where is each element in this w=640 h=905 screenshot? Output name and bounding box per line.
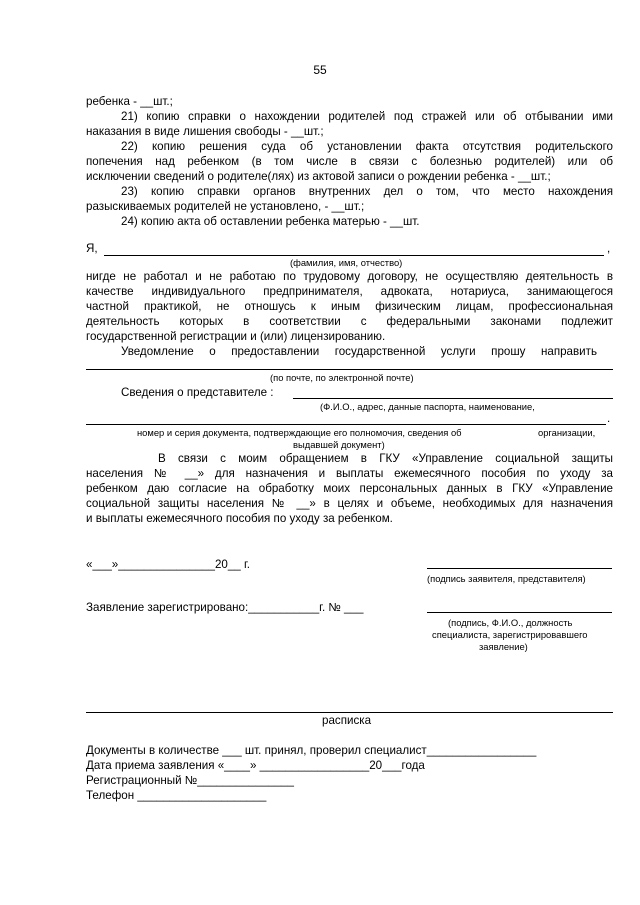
list-item-22: 22) копию решения суда об установлении факта отсутствия родительского — [121, 140, 613, 153]
declaration-line-2: качестве индивидуального предпринимателя, адвоката, нотариуса, занимающегося — [86, 285, 613, 298]
declaration-line-3: частной практикой, не отношусь к иным физическим лицам, профессиональная — [86, 300, 613, 313]
application-date: «___»_______________20__ г. — [86, 558, 251, 571]
specialist-caption-3: заявление) — [479, 641, 528, 652]
list-item-21-cont: наказания в виде лишения свободы - __шт.; — [86, 125, 324, 138]
list-item-21: 21) копию справки о нахождении родителей под стражей или об отбывании ими — [121, 110, 613, 123]
fio-line — [104, 255, 604, 256]
representative-line-2 — [86, 424, 606, 425]
representative-dot: . — [607, 412, 611, 425]
specialist-caption-2: специалиста, зарегистрировавшего — [432, 629, 588, 640]
fio-caption: (фамилия, имя, отчество) — [290, 257, 403, 268]
representative-caption-1: (Ф.И.О., адрес, данные паспорта, наименование, — [320, 401, 535, 412]
registration-line: Заявление зарегистрировано:___________г. № ___ — [86, 601, 364, 614]
declaration-line-5: государственной регистрации и (или) лицензированию. — [86, 330, 386, 343]
list-item-22-cont2: исключении сведений о родителе(лях) из актовой записи о рождении ребенка - __шт.; — [86, 170, 551, 183]
representative-caption-2a: номер и серия документа, подтверждающие его полномочия, сведения об — [137, 427, 462, 438]
receipt-registration-number: Регистрационный №_______________ — [86, 774, 294, 787]
consent-line-5: и выплаты ежемесячного пособия по уходу за ребенком. — [86, 512, 393, 525]
receipt-title: расписка — [322, 714, 372, 727]
i-label: Я, — [86, 242, 98, 255]
applicant-signature-line — [427, 568, 612, 569]
consent-line-1: В связи с моим обращением в ГКУ «Управление социальной защиты — [158, 452, 613, 465]
consent-line-3: ребенком даю согласие на обработку моих персональных данных в ГКУ «Управление — [86, 482, 613, 495]
declaration-line-1: нигде не работал и не работаю по трудовому договору, не осуществляю деятельность в — [86, 270, 613, 283]
notice-field-line — [86, 369, 613, 370]
list-item-22-cont: попечения над ребенком (в том числе в связи с болезнью родителей) или об — [86, 155, 613, 168]
notice-caption: (по почте, по электронной почте) — [270, 372, 414, 383]
list-continuation: ребенка - __шт.; — [86, 95, 173, 108]
declaration-line-4: деятельность которых в соответствии с федеральными законами подлежит — [86, 315, 613, 328]
specialist-signature-line — [427, 612, 612, 613]
fio-comma: , — [607, 242, 611, 255]
representative-line-1 — [293, 398, 613, 399]
list-item-24: 24) копию акта об оставлении ребенка матерью - __шт. — [121, 215, 420, 228]
list-item-23: 23) копию справки органов внутренних дел о том, что место нахождения — [121, 185, 613, 198]
consent-line-4: социальной защиты населения № __» в целях и объеме, необходимых для назначения — [86, 497, 613, 510]
specialist-caption-1: (подпись, Ф.И.О., должность — [448, 617, 573, 628]
receipt-date: Дата приема заявления «____» _________________20___года — [86, 759, 425, 772]
receipt-documents: Документы в количестве ___ шт. принял, проверил специалист_________________ — [86, 744, 537, 757]
representative-caption-3: выдавшей документ) — [293, 439, 385, 450]
receipt-phone: Телефон ____________________ — [86, 789, 267, 802]
page-number: 55 — [313, 63, 327, 77]
representative-caption-2b: организации, — [538, 427, 596, 438]
receipt-separator — [86, 712, 613, 713]
representative-label: Сведения о представителе : — [121, 386, 274, 399]
notice-line: Уведомление о предоставлении государственной услуги прошу направить — [121, 345, 597, 358]
list-item-23-cont: разыскиваемых родителей не установлено, - __шт.; — [86, 200, 365, 213]
applicant-signature-caption: (подпись заявителя, представителя) — [427, 573, 586, 584]
consent-line-2: населения № __» для назначения и выплаты ежемесячного пособия по уходу за — [86, 467, 613, 480]
